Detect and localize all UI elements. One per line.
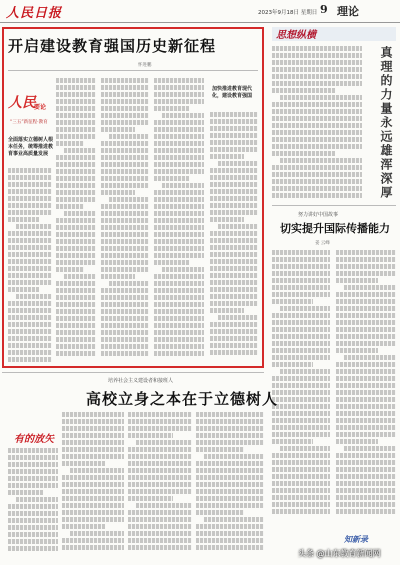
pull-quote: 全面落实立德树人根本任务，统筹推进教育事业高质量发展 <box>8 137 54 157</box>
feature-logo-tag: 要论 <box>34 104 47 111</box>
headline-rule <box>8 70 258 71</box>
middle-column-2 <box>336 250 396 530</box>
feature-logo <box>8 92 50 116</box>
middle-article-subtitle: 努力讲好中国故事 <box>298 212 339 218</box>
date-line: 2023年9月18日 星期日 <box>258 10 318 16</box>
feature-logo-script: 人民 <box>8 95 36 111</box>
bottom-column-2 <box>128 412 192 560</box>
middle-article-title: 切实提升国际传播能力 <box>280 222 390 235</box>
bottom-divider <box>2 372 264 373</box>
article-column-0 <box>8 168 52 364</box>
commentary-banner-title: 思想纵横 <box>276 30 316 41</box>
bottom-column-logo: 有的放矢 <box>14 434 54 445</box>
bottom-column-3 <box>196 412 264 560</box>
bottom-column-0 <box>8 448 58 558</box>
featured-headline: 开启建设教育强国历史新征程 <box>8 37 217 55</box>
bottom-article-title: 高校立身之本在于立德树人 <box>86 390 279 408</box>
right-divider <box>272 205 396 206</box>
section-name: 理论 <box>337 5 359 18</box>
middle-column-1 <box>272 250 330 525</box>
middle-article-byline: 姜 云峰 <box>315 241 330 246</box>
featured-byline: 怀进鹏 <box>138 63 152 68</box>
article-column-2 <box>101 78 149 364</box>
masthead <box>0 0 400 23</box>
feature-subhead: 加快推进教育现代化，建设教育强国 <box>212 86 253 99</box>
column-label: “三五”新征程·教育 <box>10 120 48 125</box>
article-column-1 <box>56 78 96 364</box>
newspaper-logo: 人民日报 <box>6 6 63 21</box>
article-column-4 <box>210 112 258 364</box>
corner-column-logo: 知新录 <box>344 534 368 544</box>
commentary-title: 真理的力量永远雄浑深厚 <box>379 46 393 200</box>
article-column-3 <box>154 78 204 364</box>
bottom-column-1 <box>62 412 124 560</box>
source-watermark: 头条 @山东教育新闻网 <box>298 549 381 558</box>
bottom-article-subtitle: 培养社会主义建设者和接班人 <box>108 378 174 384</box>
commentary-body <box>272 46 362 202</box>
page-number: 9 <box>320 3 328 16</box>
